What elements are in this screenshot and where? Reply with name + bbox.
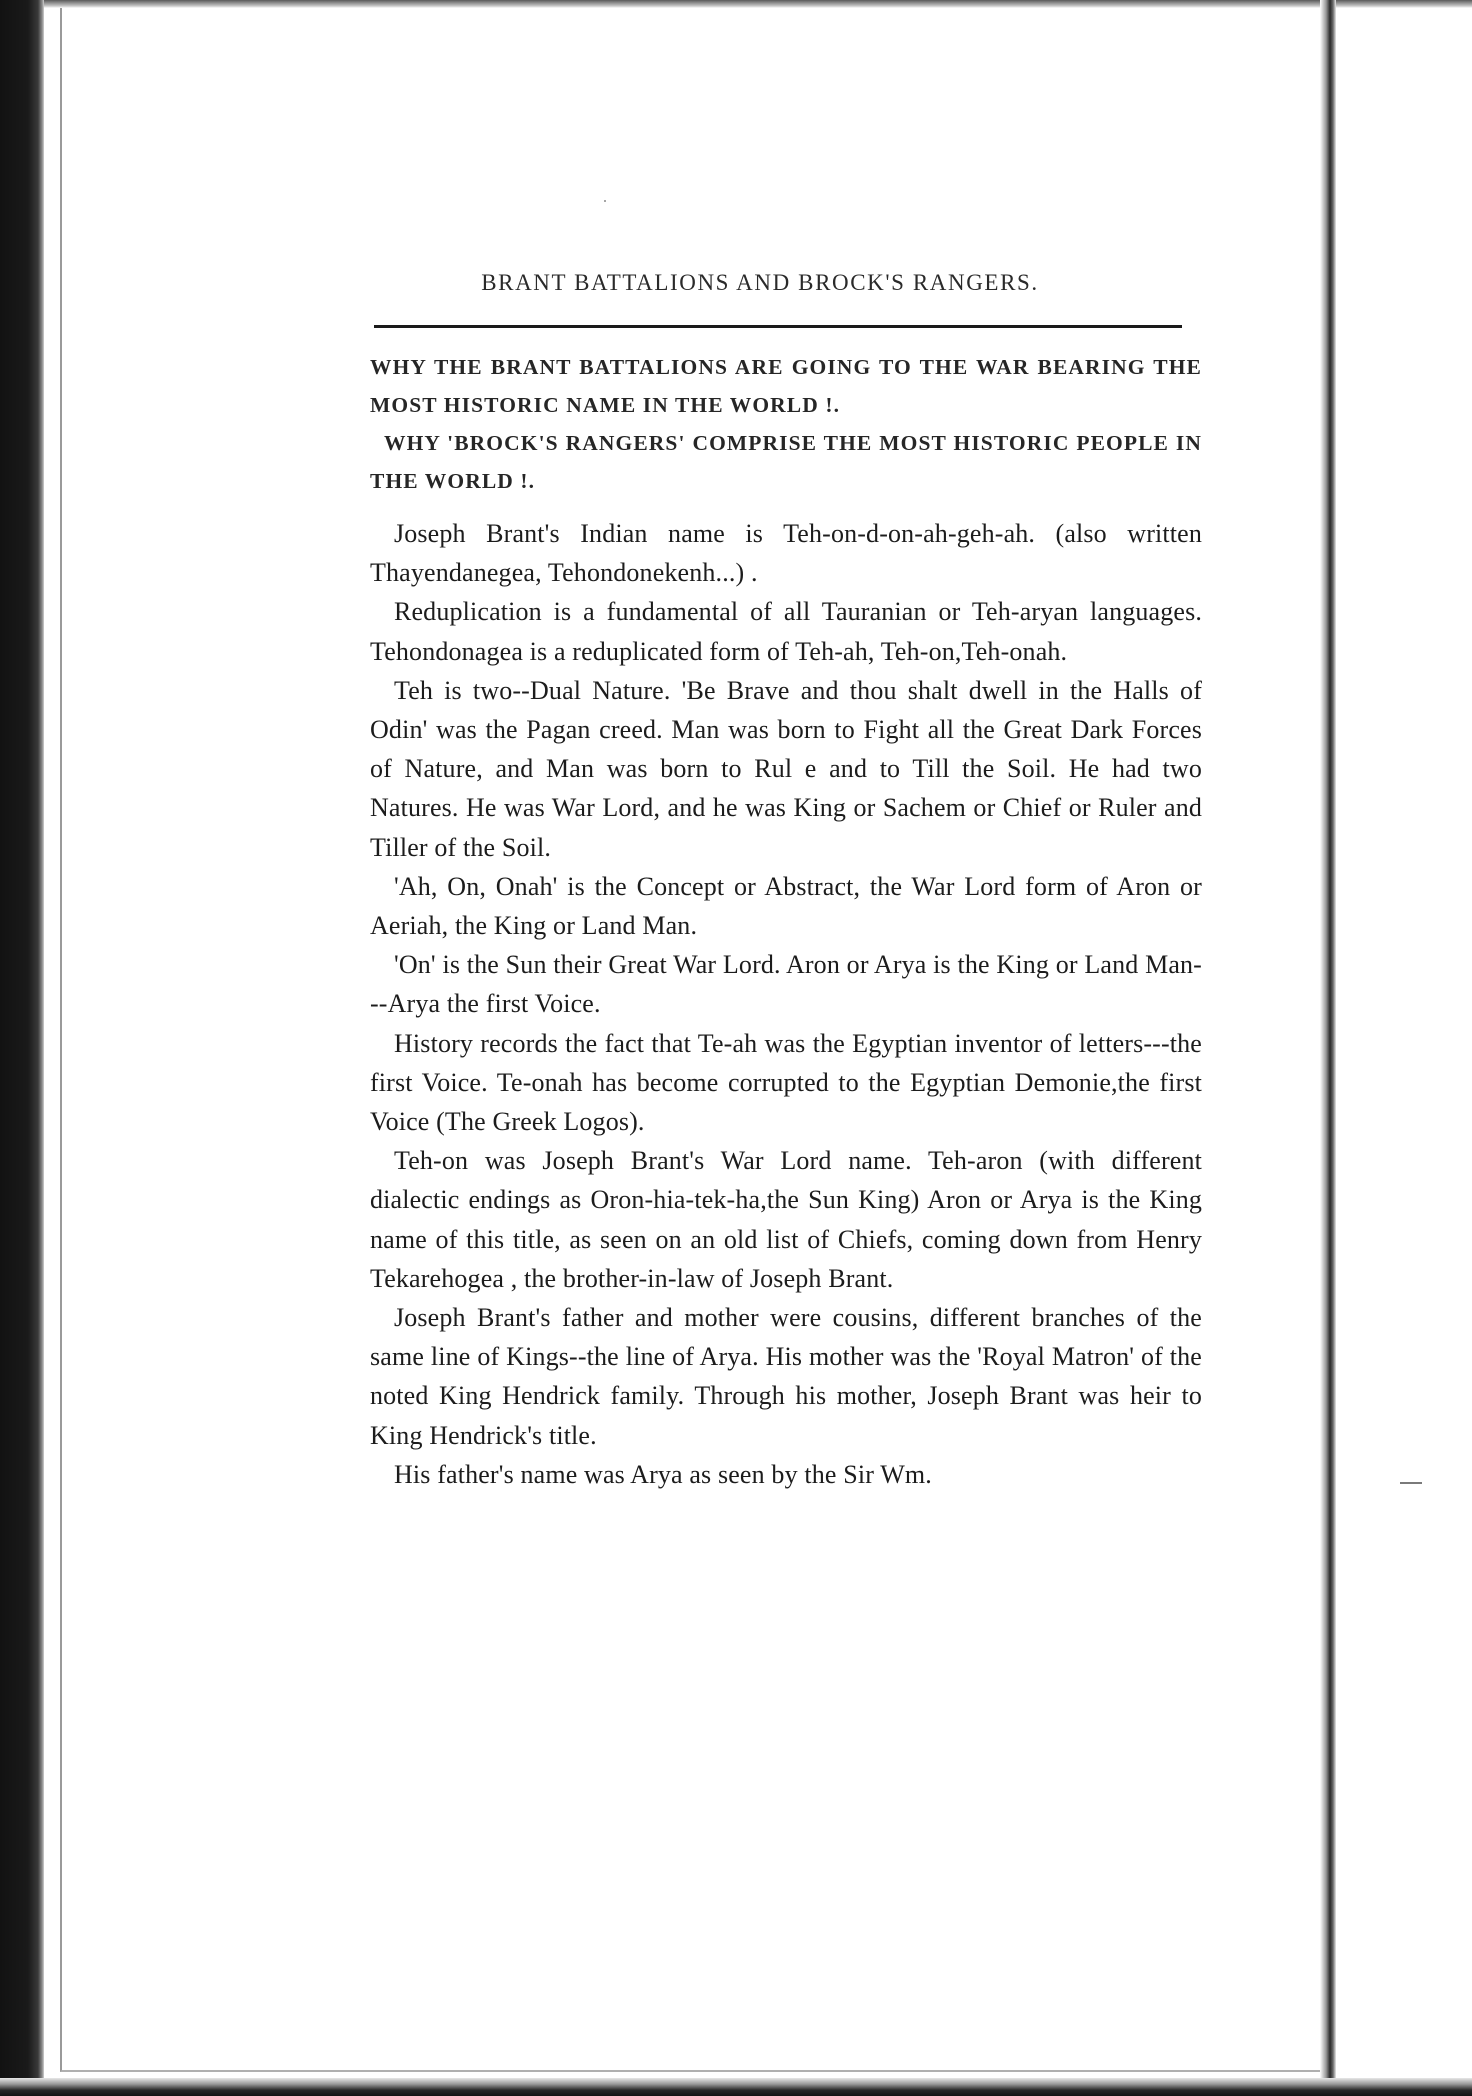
right-page-edge [1336,8,1472,2078]
paragraph-indian-name: Joseph Brant's Indian name is Teh-on-d-on-ah-geh-ah. (also written Thayendanegea, Tehondonekenh...) . [370,519,1202,588]
paragraph-history: History records the fact that Te-ah was the Egyptian inventor of letters---the first Voice. Te-onah has become corrupted to the Egyptian Demonie,the first Voice (The Greek Logos). [370,1028,1202,1137]
scan-left-border [0,0,44,2096]
paragraph-sun-war-lord: 'On' is the Sun their Great War Lord. Aron or Arya is the King or Land Man---Arya the first Voice. [370,950,1202,1019]
running-head: BRANT BATTALIONS AND BROCK'S RANGERS. [481,270,1039,295]
paragraph-parents: Joseph Brant's father and mother were cousins, different branches of the same line of Kings--the line of Arya. His mother was the 'Royal Matron' of the noted King Hendrick family. Through his mother, Joseph Brant was heir to King Hendrick's title. [370,1303,1202,1450]
paragraph-reduplication: Reduplication is a fundamental of all Tauranian or Teh-aryan languages. Tehondonagea is a reduplicated form of Teh-ah, Teh-on,Teh-onah. [370,597,1202,666]
scan-top-edge [44,0,1472,8]
paper-speck [604,200,606,202]
page-text [370,348,1202,1494]
paragraph-war-lord-name: Teh-on was Joseph Brant's War Lord name. Teh-aron (with different dialectic endings as Oron-hia-tek-ha,the Sun King) Aron or Arya is the King name of this title, as seen on an old list of Chiefs, coming down from Henry Tekarehogea , the brother-in-law of Joseph Brant. [370,1146,1202,1293]
paragraph-father-name: His father's name was Arya as seen by the Sir Wm. [394,1459,932,1489]
heading-brocks-rangers: WHY 'BROCK'S RANGERS' COMPRISE THE MOST HISTORIC PEOPLE IN THE WORLD !. [370,431,1202,493]
paragraph-concept: 'Ah, On, Onah' is the Concept or Abstract, the War Lord form of Aron or Aeriah, the King or Land Man. [370,871,1202,941]
page-gutter [1320,0,1336,2096]
heading-brant-battalions: WHY THE BRANT BATTALIONS ARE GOING TO THE WAR BEARING THE MOST HISTORIC NAME IN THE WORLD !. [370,355,1202,417]
header-rule [374,325,1182,328]
paragraph-dual-nature: Teh is two--Dual Nature. 'Be Brave and thou shalt dwell in the Halls of Odin' was the Pagan creed. Man was born to Fight all the Great Dark Forces of Nature, and Man was born to Rul e and to Till the Soil. He had two Natures. He was War Lord, and he was King or Sachem or Chief or Ruler and Tiller of the Soil. [370,675,1202,862]
right-page-mark [1400,1482,1422,1484]
scan-bottom-border [0,2078,1472,2096]
heading-spacer [370,500,1202,514]
